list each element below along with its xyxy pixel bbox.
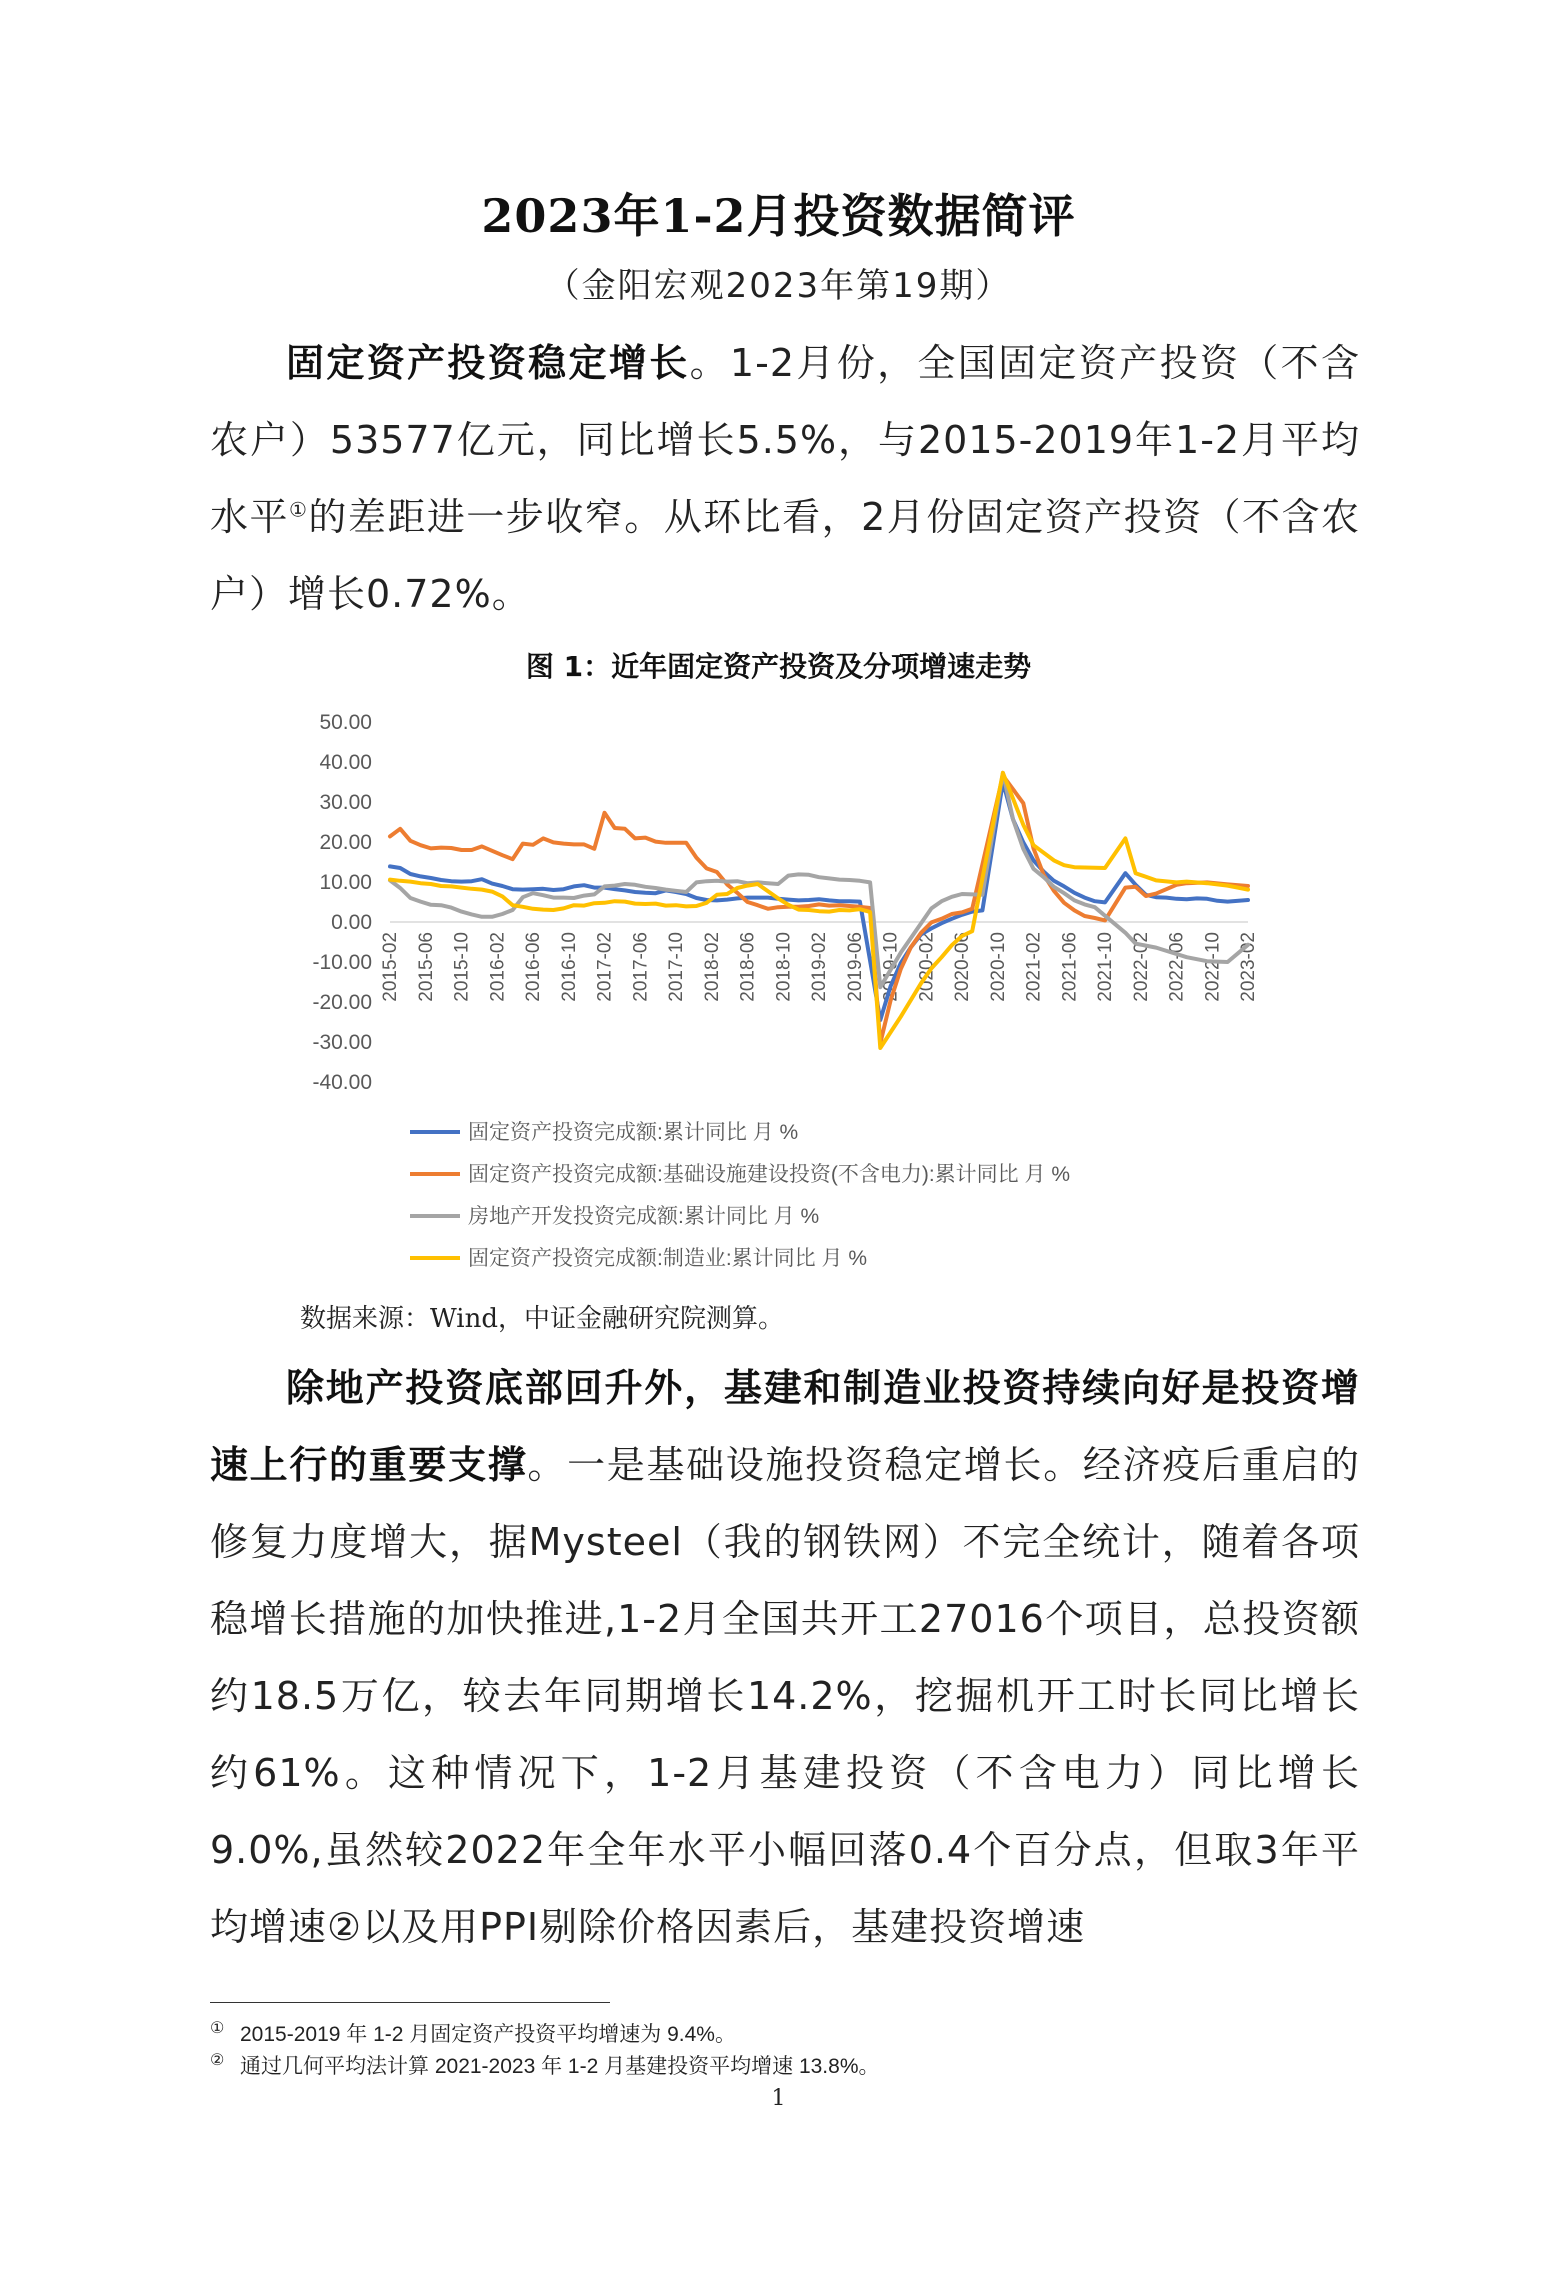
footnote-2 [210, 2050, 880, 2080]
legend-label-0: 固定资产投资完成额:累计同比 月 % [468, 1121, 799, 1144]
document-subtitle: （金阳宏观2023年第19期） [545, 266, 1012, 306]
y-tick-label: 50.00 [319, 711, 372, 734]
x-tick-label: 2015-02 [380, 932, 401, 1002]
y-tick-label: 0.00 [331, 911, 372, 934]
paragraph-1 [210, 325, 1360, 633]
footnote-2-mark: ② [210, 2052, 225, 2069]
chart-source-note: 数据来源：Wind，中证金融研究院测算。 [300, 1304, 784, 1334]
y-tick-label: 30.00 [319, 791, 372, 814]
paragraph-2-text-b: 以及用PPI剔除价格因素后，基建投资增速 [362, 1905, 1086, 1949]
y-tick-label: -20.00 [312, 991, 372, 1014]
footnote-divider [210, 2002, 610, 2003]
paragraph-1-text-a: 。1-2月份，全国固定资产投资（不含农户）53577亿元，同比增长5.5%，与2015-2019年1-2月平均水平 [210, 341, 1360, 539]
x-tick-label: 2020-02 [916, 932, 938, 1002]
x-tick-label: 2022-02 [1130, 932, 1152, 1002]
footnote-ref-1[interactable]: ① [288, 497, 309, 522]
investment-growth-line-chart [290, 700, 1270, 1290]
footnote-ref-2[interactable]: ② [327, 1905, 363, 1949]
y-tick-label: 40.00 [319, 751, 372, 774]
paragraph-2 [210, 1350, 1360, 1966]
x-tick-label: 2019-02 [809, 932, 830, 1002]
figure-title: 图 1：近年固定资产投资及分项增速走势 [525, 650, 1032, 683]
x-tick-label: 2017-02 [594, 932, 616, 1002]
legend-label-3: 固定资产投资完成额:制造业:累计同比 月 % [468, 1247, 868, 1270]
y-tick-label: -10.00 [312, 951, 372, 974]
x-tick-label: 2018-10 [773, 932, 795, 1002]
paragraph-1-lead: 固定资产投资稳定增长 [286, 341, 690, 385]
legend-label-1: 固定资产投资完成额:基础设施建设投资(不含电力):累计同比 月 % [468, 1163, 1070, 1186]
x-tick-label: 2018-02 [701, 932, 723, 1002]
x-tick-label: 2016-06 [523, 932, 544, 1002]
x-tick-label: 2019-10 [880, 932, 902, 1002]
x-tick-label: 2023-02 [1238, 932, 1259, 1002]
y-tick-label: 10.00 [319, 871, 372, 894]
y-tick-label: -30.00 [312, 1031, 372, 1054]
paragraph-2-lead: 除地产投资底部回升外，基建和制造业投资持续向好是投资增速上行的重要支撑 [210, 1366, 1360, 1487]
y-tick-label: 20.00 [319, 831, 372, 854]
x-tick-label: 2020-10 [987, 932, 1009, 1002]
document-title: 2023年1-2月投资数据简评 [481, 189, 1076, 243]
x-tick-label: 2020-06 [952, 932, 973, 1002]
paragraph-1-text-b: 的差距进一步收窄。从环比看，2月份固定资产投资（不含农户）增长0.72%。 [210, 495, 1360, 616]
x-tick-label: 2017-06 [630, 932, 652, 1002]
page-number: 1 [771, 2086, 786, 2111]
series-line-3 [390, 773, 1248, 1048]
footnote-1-text: 2015-2019 年 1-2 月固定资产投资平均增速为 9.4%。 [240, 2023, 736, 2046]
footnote-1-mark: ① [210, 2020, 225, 2037]
chart-legend [410, 1121, 1070, 1270]
footnote-1 [210, 2018, 736, 2048]
x-tick-label: 2015-10 [451, 932, 473, 1002]
x-tick-label: 2017-10 [666, 932, 687, 1002]
x-tick-label: 2016-10 [558, 932, 580, 1002]
legend-label-2: 房地产开发投资完成额:累计同比 月 % [468, 1205, 820, 1228]
x-tick-label: 2018-06 [737, 932, 759, 1002]
x-tick-label: 2021-10 [1095, 932, 1116, 1002]
x-tick-label: 2015-06 [415, 932, 437, 1002]
footnote-2-text: 通过几何平均法计算 2021-2023 年 1-2 月基建投资平均增速 13.8%。 [240, 2055, 880, 2078]
x-tick-label: 2022-10 [1202, 932, 1224, 1002]
series-lines [390, 773, 1248, 1048]
x-tick-label: 2021-06 [1059, 932, 1081, 1002]
y-axis [312, 711, 372, 1094]
y-tick-label: -40.00 [312, 1071, 372, 1094]
x-tick-label: 2022-06 [1166, 932, 1188, 1002]
x-tick-label: 2016-02 [487, 932, 509, 1002]
x-tick-label: 2021-02 [1023, 932, 1045, 1002]
paragraph-2-text-a: 。一是基础设施投资稳定增长。经济疫后重启的修复力度增大，据Mysteel（我的钢铁网）不完全统计，随着各项稳增长措施的加快推进,1-2月全国共开工27016个项目，总投资额约18.5万亿，较去年同期增长14.2%，挖掘机开工时长同比增长约61%。这种情况下，1-2月基建投资（不含电力）同比增长9.0%,虽然较2022年全年水平小幅回落0.4个百分点，但取3年平均增速 [210, 1443, 1360, 1949]
x-tick-label: 2019-06 [844, 932, 866, 1002]
